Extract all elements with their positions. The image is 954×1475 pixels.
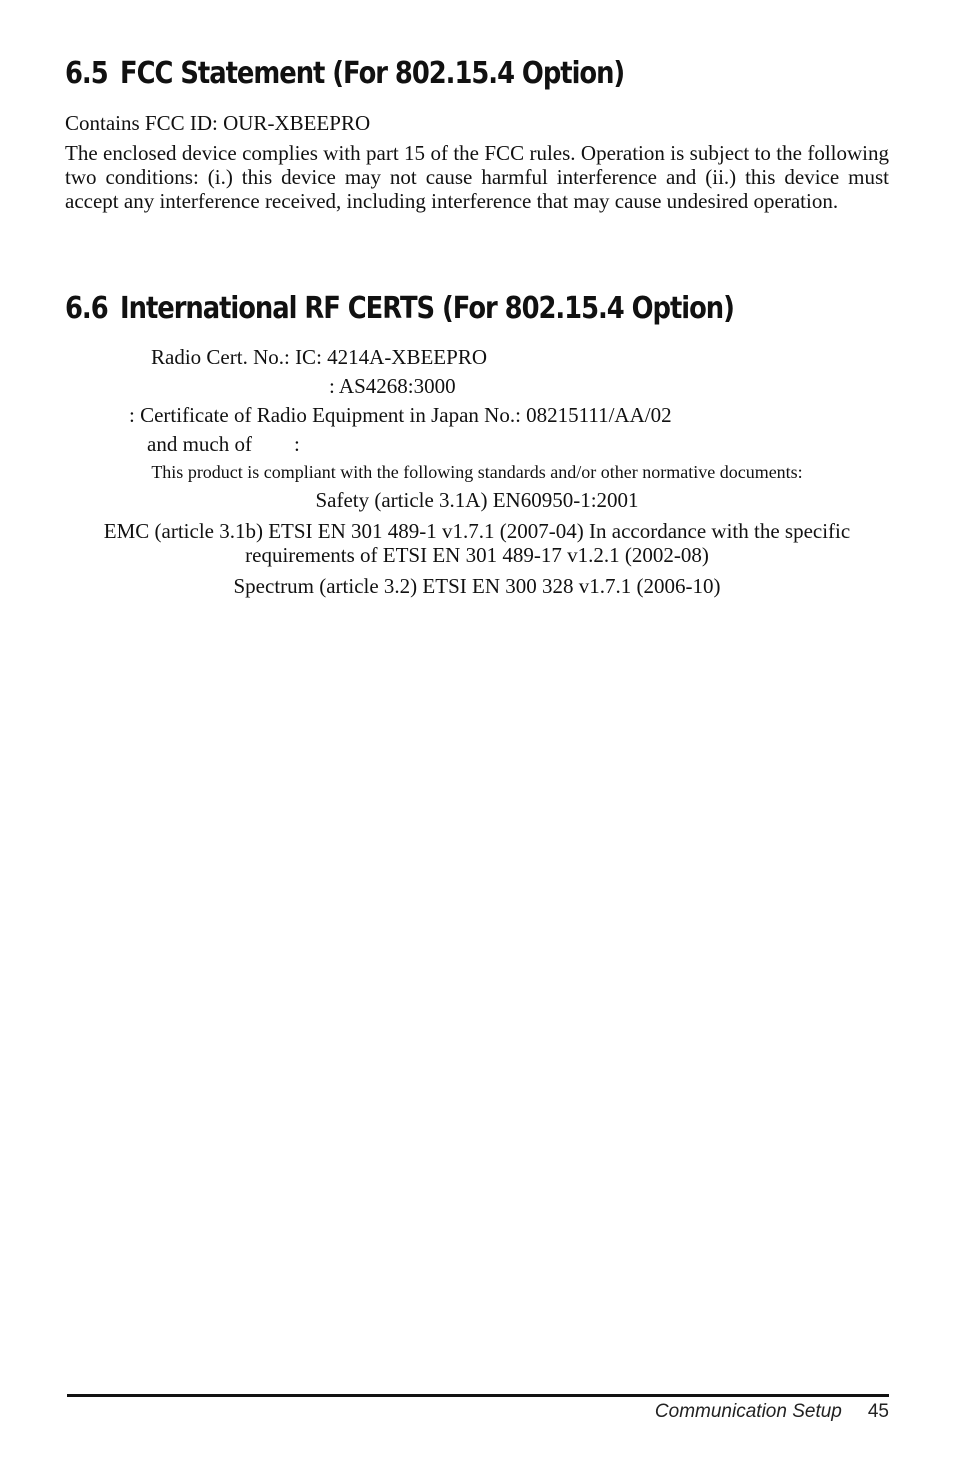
section-number: 6.6 [65, 291, 108, 326]
safety-standard: Safety (article 3.1A) EN60950-1:2001 [315, 488, 639, 512]
cert-line-japan: : Certificate of Radio Equipment in Japan No.: 08215111/AA/02 [129, 403, 672, 427]
footer-divider [67, 1394, 889, 1397]
section-heading-6-5 [65, 56, 624, 91]
cert-line-australia: : AS4268:3000 [329, 374, 456, 398]
spectrum-standard: Spectrum (article 3.2) ETSI EN 300 328 v1.7.1 (2006-10) [233, 574, 721, 598]
section-heading-6-6 [65, 291, 734, 326]
cert-line-europe: and much of : [147, 432, 300, 456]
compliance-intro: This product is compliant with the following standards and/or other normative documents: [151, 462, 803, 482]
fcc-id-line: Contains FCC ID: OUR-XBEEPRO [65, 111, 371, 135]
section-title: International RF CERTS (For 802.15.4 Option) [120, 291, 734, 326]
cert-line-canada: Radio Cert. No.: IC: 4214A-XBEEPRO [151, 345, 487, 369]
fcc-statement: The enclosed device complies with part 15 of the FCC rules. Operation is subject to the following two conditions: (i.) this device may not cause harmful interference and (ii.) this device must accept any interference received, including interference that may cause undesired operation. [65, 141, 889, 213]
section-title: FCC Statement (For 802.15.4 Option) [120, 56, 625, 91]
footer-section-name: Communication Setup [654, 1401, 842, 1422]
emc-standard: EMC (article 3.1b) ETSI EN 301 489-1 v1.7.1 (2007-04) In accordance with the specific requirements of ETSI EN 301 489-17 v1.2.1 (2002-08) [103, 519, 851, 567]
section-number: 6.5 [65, 56, 108, 91]
page-footer [655, 1400, 889, 1424]
page-number: 45 [867, 1401, 889, 1422]
